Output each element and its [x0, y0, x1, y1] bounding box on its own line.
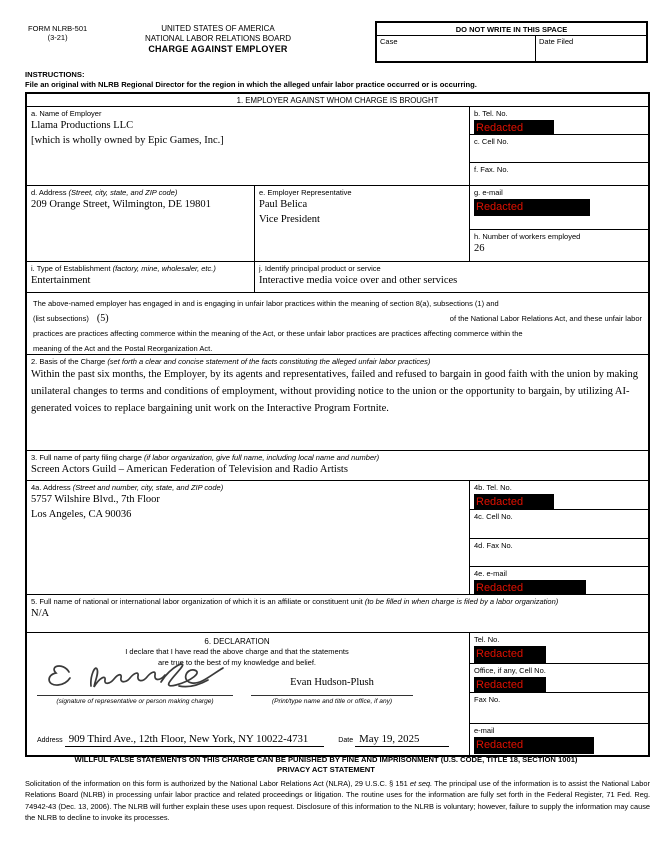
establishment-type-value: Entertainment — [31, 275, 91, 286]
fax-no-label: f. Fax. No. — [474, 165, 509, 174]
filing-party-cell-label: 4c. Cell No. — [474, 512, 513, 521]
filing-party-address-value-1: 5757 Wilshire Blvd., 7th Floor — [31, 494, 160, 505]
statement-line4: meaning of the Act and the Postal Reorganization Act. — [33, 344, 213, 353]
affiliate-org-field — [27, 595, 648, 632]
declaration-address-value: 909 Third Ave., 12th Floor, New York, NY 10022-4731 — [65, 733, 325, 747]
signature-line — [37, 695, 233, 696]
filing-party-address-label: 4a. Address — [31, 483, 71, 492]
privacy-act-statement — [25, 778, 650, 823]
willful-statement-line: WILLFUL FALSE STATEMENTS ON THIS CHARGE CAN BE PUNISHED BY FINE AND IMPRISONMENT (U.S. CODE, TITLE 18, SECTION 1001) — [74, 755, 578, 764]
list-subsections-label: (list subsections) — [33, 314, 89, 323]
filing-party-tel-field — [470, 481, 648, 510]
cell-no-field — [470, 135, 648, 163]
filing-party-value: Screen Actors Guild – American Federation of Television and Radio Artists — [31, 464, 348, 475]
signature-image — [41, 659, 226, 697]
affiliate-org-label: 5. Full name of national or international labor organization of which it is an affiliate or constituent unit — [31, 597, 363, 606]
affiliate-org-hint: (to be filled in when charge is filed by a labor organization) — [364, 597, 559, 606]
employer-representative-field — [255, 186, 470, 261]
declaration-fax-field — [470, 693, 648, 724]
redaction-box: Redacted — [474, 120, 554, 135]
privacy-text-part1: Solicitation of the information on this form is authorized by the National Labor Relations Act (NLRA), 29 U.S.C. § 151 — [25, 779, 410, 788]
privacy-text-part2: The principal use of the information is to assist the National Labor Relations Board (NLRB) in processing unfair labor practice and related proceedings or litigation. The routine uses for the information are fully set forth in the Federal Register, 71 Fed. Reg. 74942-43 (Dec. 13, 2006). The NLRB will further explain these uses upon request. Disclosure of this information to the NLRB is voluntary; however, failure to supply the information may cause the NLRB to decline to invoke its processes. — [25, 779, 650, 822]
declaration-email-field — [470, 724, 648, 755]
filing-party-email-field — [470, 567, 648, 594]
redaction-box: Redacted — [474, 737, 594, 754]
filing-party-address-field — [27, 481, 470, 594]
filing-party-address-hint: (Street and number, city, state, and ZIP code) — [72, 483, 224, 492]
form-number: FORM NLRB-501 — [28, 24, 88, 33]
declaration-date-value: May 19, 2025 — [355, 733, 449, 747]
redaction-box: Redacted — [474, 580, 586, 594]
declaration-tel-field — [470, 633, 648, 664]
email-label: g. e-mail — [474, 188, 503, 197]
print-name-value: Evan Hudson-Plush — [290, 677, 374, 688]
filing-party-address-value-2: Los Angeles, CA 90036 — [31, 509, 132, 520]
willful-statement-block — [14, 755, 638, 775]
workers-employed-label: h. Number of workers employed — [474, 232, 581, 241]
form-title: CHARGE AGAINST EMPLOYER — [148, 44, 288, 54]
employer-representative-label: e. Employer Representative — [259, 188, 352, 197]
tel-no-label: b. Tel. No. — [474, 109, 508, 118]
declaration-fax-label: Fax No. — [474, 695, 501, 704]
agency-line1: UNITED STATES OF AMERICA — [161, 24, 275, 33]
employer-representative-title: Vice President — [259, 214, 320, 225]
fax-no-field — [470, 163, 648, 185]
date-filed-field: Date Filed — [539, 37, 574, 46]
form-revision: (3-21) — [47, 33, 68, 42]
establishment-type-field — [27, 262, 255, 292]
tel-no-field — [470, 107, 648, 135]
employer-address-label: d. Address — [31, 188, 67, 197]
filing-party-tel-label: 4b. Tel. No. — [474, 483, 512, 492]
basis-of-charge-field — [27, 355, 648, 450]
agency-header — [90, 24, 346, 54]
privacy-text-italic: et seq. — [409, 779, 433, 788]
declaration-section — [27, 633, 470, 755]
print-name-line — [251, 695, 413, 696]
principal-product-field — [255, 262, 648, 292]
declaration-date-label: Date — [338, 737, 354, 744]
employer-address-field — [27, 186, 255, 261]
statement-line2-end: of the National Labor Relations Act, and these unfair labor — [449, 314, 642, 323]
filing-party-fax-field — [470, 539, 648, 567]
employer-representative-name: Paul Belica — [259, 199, 308, 210]
declaration-line1: I declare that I have read the above charge and that the statements — [125, 647, 349, 656]
filing-party-cell-field — [470, 510, 648, 539]
privacy-act-title: PRIVACY ACT STATEMENT — [277, 765, 375, 774]
do-not-write-box — [375, 21, 648, 63]
unfair-practice-statement — [27, 293, 648, 354]
instructions-block — [25, 70, 650, 90]
establishment-type-label: i. Type of Establishment — [31, 264, 111, 273]
workers-employed-field — [470, 230, 648, 261]
declaration-line2: are true to the best of my knowledge and belief. — [157, 658, 316, 667]
form-number-block — [28, 24, 87, 42]
filing-party-field — [27, 451, 648, 480]
statement-line1: The above-named employer has engaged in and is engaging in unfair labor practices within the meaning of section 8(a), subsections (1) and — [33, 299, 499, 308]
redaction-box: Redacted — [474, 677, 546, 693]
employer-name-field — [27, 107, 470, 185]
instructions-text: File an original with NLRB Regional Director for the region in which the alleged unfair labor practice occurred or is occurring. — [25, 80, 477, 89]
declaration-address-label: Address — [37, 737, 63, 744]
cell-no-label: c. Cell No. — [474, 137, 509, 146]
instructions-heading: INSTRUCTIONS: — [25, 70, 85, 79]
subsections-value: (5) — [96, 313, 109, 324]
do-not-write-title: DO NOT WRITE IN THIS SPACE — [377, 23, 646, 36]
redaction-box: Redacted — [474, 646, 546, 663]
employer-address-value: 209 Orange Street, Wilmington, DE 19801 — [31, 199, 211, 210]
declaration-tel-label: Tel. No. — [474, 635, 500, 644]
filing-party-email-label: 4e. e-mail — [474, 569, 507, 578]
print-name-caption: (Print/type name and title or office, if any) — [271, 698, 393, 705]
email-field — [470, 186, 648, 230]
redaction-box: Redacted — [474, 494, 554, 510]
declaration-cell-field — [470, 664, 648, 693]
filing-party-hint: (if labor organization, give full name, including local name and number) — [143, 453, 380, 462]
declaration-title: 6. DECLARATION — [204, 637, 270, 646]
workers-employed-value: 26 — [474, 243, 485, 254]
declaration-email-label: e-mail — [474, 726, 495, 735]
principal-product-value: Interactive media voice over and other services — [259, 275, 458, 286]
filing-party-label: 3. Full name of party filing charge — [31, 453, 142, 462]
charge-form-table — [25, 92, 650, 757]
employer-name-value-2: [which is wholly owned by Epic Games, Inc.] — [31, 135, 224, 146]
agency-line2: NATIONAL LABOR RELATIONS BOARD — [144, 34, 292, 43]
statement-line3: practices are practices affecting commerce within the meaning of the Act, or these unfair labor practices are practices affecting commerce within the — [33, 329, 523, 338]
basis-of-charge-hint: (set forth a clear and concise statement of the facts constituting the alleged unfair labor practices) — [107, 357, 431, 366]
signature-caption: (signature of representative or person making charge) — [56, 698, 214, 705]
employer-address-hint: (Street, city, state, and ZIP code) — [68, 188, 178, 197]
redaction-box: Redacted — [474, 199, 590, 216]
principal-product-label: j. Identify principal product or service — [259, 264, 381, 273]
filing-party-fax-label: 4d. Fax No. — [474, 541, 513, 550]
employer-name-label: a. Name of Employer — [31, 109, 102, 118]
employer-name-value-1: Llama Productions LLC — [31, 120, 134, 131]
basis-of-charge-value: Within the past six months, the Employer, by its agents and representatives, failed and refused to bargain in good faith with the union by making unilateral changes to terms and conditions of employment, without providing notice to the union or the opportunity to bargain, by utilizing AI-generated voices to replace bargaining unit work on the Interactive Program Fortnite. — [31, 369, 638, 414]
affiliate-org-value: N/A — [31, 608, 50, 619]
section1-title: 1. EMPLOYER AGAINST WHOM CHARGE IS BROUGHT — [236, 96, 439, 105]
basis-of-charge-label: 2. Basis of the Charge — [31, 357, 106, 366]
establishment-type-hint: (factory, mine, wholesaler, etc.) — [112, 264, 216, 273]
case-field: Case — [377, 36, 536, 62]
declaration-cell-label: Office, if any, Cell No. — [474, 666, 546, 675]
